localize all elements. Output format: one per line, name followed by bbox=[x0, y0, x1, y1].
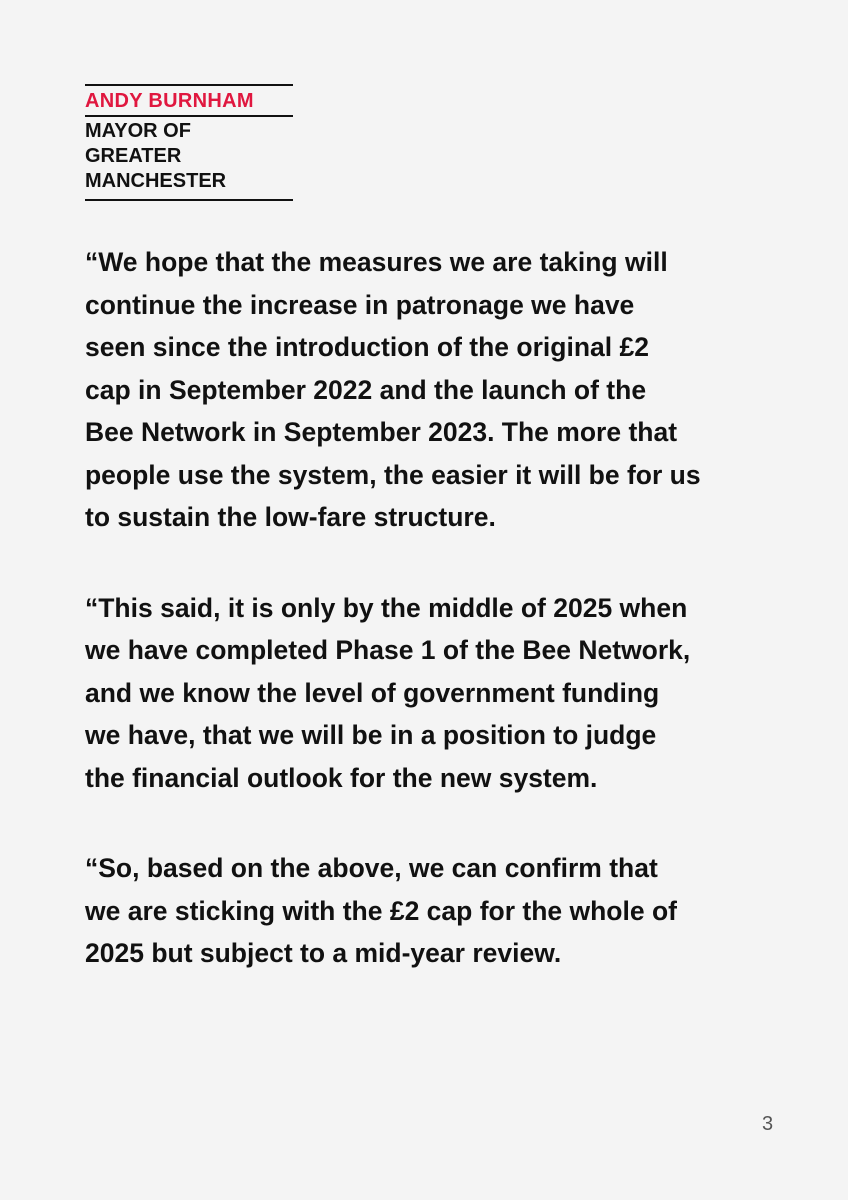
mayor-logo bbox=[85, 84, 293, 201]
quote-paragraph-1 bbox=[85, 241, 775, 539]
quote-paragraph-2 bbox=[85, 587, 775, 800]
quote-paragraph-3 bbox=[85, 847, 775, 975]
logo-name: ANDY BURNHAM bbox=[85, 90, 254, 112]
logo-bottom-rule bbox=[85, 199, 293, 201]
statement-body bbox=[85, 241, 775, 1023]
text-line: cap in September 2022 and the launch of the bbox=[85, 374, 647, 405]
text-line: “We hope that the measures we are taking will bbox=[85, 247, 668, 277]
logo-title bbox=[85, 117, 293, 199]
text-line: people use the system, the easier it will be for us bbox=[85, 459, 701, 490]
text-line: and we know the level of government funding bbox=[85, 677, 660, 708]
text-line: continue the increase in patronage we have bbox=[85, 289, 635, 320]
text-line: 2025 but subject to a mid-year review. bbox=[85, 938, 562, 968]
text-line: “This said, it is only by the middle of 2025 when bbox=[85, 592, 688, 623]
text-line: we are sticking with the £2 cap for the whole of bbox=[85, 895, 677, 926]
page-number: 3 bbox=[762, 1113, 774, 1135]
logo-title-line: MAYOR OF bbox=[85, 120, 191, 142]
text-line: to sustain the low-fare structure. bbox=[85, 502, 496, 532]
text-line: we have, that we will be in a position to judge bbox=[85, 720, 657, 750]
text-line: we have completed Phase 1 of the Bee Network, bbox=[85, 635, 691, 665]
text-line: seen since the introduction of the original £2 bbox=[85, 332, 649, 362]
text-line: “So, based on the above, we can confirm that bbox=[85, 853, 658, 883]
text-line: Bee Network in September 2023. The more that bbox=[85, 417, 678, 447]
logo-title-line: GREATER bbox=[85, 145, 182, 167]
text-line: the financial outlook for the new system. bbox=[85, 762, 598, 793]
logo-title-line: MANCHESTER bbox=[85, 170, 227, 192]
